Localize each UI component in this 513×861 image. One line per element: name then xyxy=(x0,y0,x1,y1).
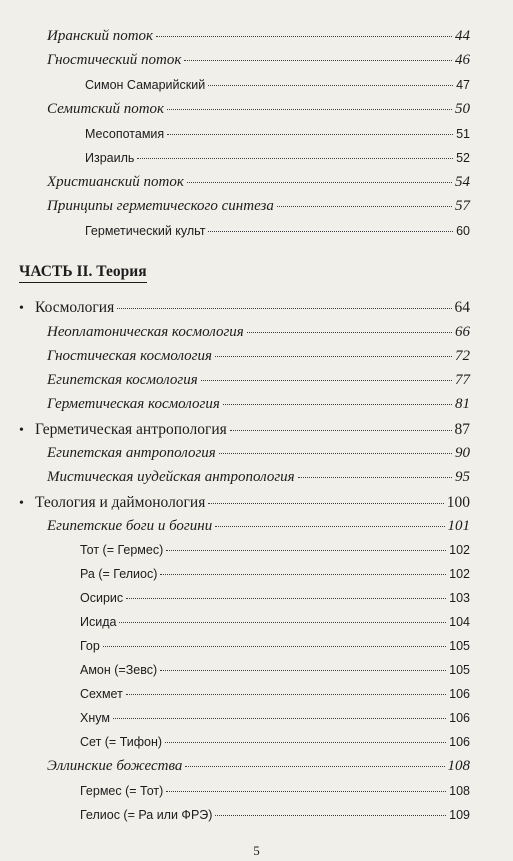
toc-entry xyxy=(80,735,470,749)
bullet: • xyxy=(19,301,24,316)
toc-entry xyxy=(85,78,470,92)
dot-leader xyxy=(247,332,452,333)
toc-entry-title: Исида xyxy=(80,615,117,629)
toc-entry-title: Ра (= Гелиос) xyxy=(80,567,158,581)
dot-leader xyxy=(103,646,446,647)
toc-entry xyxy=(80,591,470,605)
toc-entry-title: Гностическая космология xyxy=(47,348,213,364)
dot-leader xyxy=(208,85,453,86)
toc-entry xyxy=(80,687,470,701)
toc-entry-page: 52 xyxy=(456,151,470,165)
toc-entry-title: Египетская антропология xyxy=(47,445,216,461)
dot-leader xyxy=(219,453,452,454)
toc-entry-title: Герметическая космология xyxy=(47,396,220,412)
toc-entry-title: Герметический культ xyxy=(85,224,206,238)
toc-entry-page: 102 xyxy=(449,543,470,557)
toc-entry-page: 95 xyxy=(455,469,470,485)
toc-entry-title: Сет (= Тифон) xyxy=(80,735,163,749)
toc-entry-page: 105 xyxy=(449,639,470,653)
toc-entry xyxy=(47,758,470,775)
part-heading: ЧАСТЬ II. Теория xyxy=(19,263,147,283)
toc-entry-page: 106 xyxy=(449,711,470,725)
dot-leader xyxy=(165,742,446,743)
toc-entry xyxy=(85,151,470,165)
toc-entry-title: Неоплатоническая космология xyxy=(47,324,244,340)
toc-entry-title: Израиль xyxy=(85,151,135,165)
toc-entry xyxy=(47,52,470,69)
toc-entry-title: Амон (=Зевс) xyxy=(80,663,158,677)
bullet: • xyxy=(19,423,24,438)
toc-entry-page: 108 xyxy=(449,784,470,798)
toc-entry-page: 109 xyxy=(449,808,470,822)
dot-leader xyxy=(113,718,446,719)
toc-entry-title: Месопотамия xyxy=(85,127,165,141)
toc-entry xyxy=(80,711,470,725)
dot-leader xyxy=(230,430,452,431)
dot-leader xyxy=(167,109,452,110)
toc-entry-page: 44 xyxy=(455,28,470,44)
dot-leader xyxy=(156,36,452,37)
toc-entry xyxy=(47,348,470,365)
dot-leader xyxy=(184,60,452,61)
dot-leader xyxy=(187,182,452,183)
page-number: 5 xyxy=(253,843,260,858)
toc-entry-title: Гностический поток xyxy=(47,52,182,68)
dot-leader xyxy=(160,574,446,575)
toc-entry-page: 87 xyxy=(454,421,470,438)
toc-entry-title: Теология и даймонология xyxy=(35,494,206,511)
toc-entry-page: 106 xyxy=(449,687,470,701)
toc-entry xyxy=(47,174,470,191)
toc-entry xyxy=(35,299,470,317)
toc-entry-page: 90 xyxy=(455,445,470,461)
toc-entry-page: 102 xyxy=(449,567,470,581)
toc-entry-title: Сехмет xyxy=(80,687,123,701)
toc-entry xyxy=(80,808,470,822)
dot-leader xyxy=(208,231,453,232)
dot-leader xyxy=(201,380,452,381)
dot-leader xyxy=(215,815,446,816)
toc-entry-title: Космология xyxy=(35,299,115,316)
toc-entry-title: Хнум xyxy=(80,711,110,725)
toc-entry-title: Симон Самарийский xyxy=(85,78,206,92)
dot-leader xyxy=(166,791,446,792)
toc-entry xyxy=(80,543,470,557)
toc-entry-title: Тот (= Гермес) xyxy=(80,543,164,557)
toc-entry xyxy=(80,639,470,653)
toc-entry-page: 51 xyxy=(456,127,470,141)
toc-entry-page: 47 xyxy=(456,78,470,92)
toc-entry-title: Гелиос (= Ра или ФРЭ) xyxy=(80,808,213,822)
dot-leader xyxy=(277,206,452,207)
toc-entry-page: 81 xyxy=(455,396,470,412)
toc-entry xyxy=(47,445,470,462)
toc-entry xyxy=(47,518,470,535)
toc-entry-title: Семитский поток xyxy=(47,101,165,117)
dot-leader xyxy=(126,598,446,599)
toc-entry-title: Гор xyxy=(80,639,100,653)
toc-entry-page: 104 xyxy=(449,615,470,629)
toc-entry-page: 57 xyxy=(455,198,470,214)
toc-entry xyxy=(85,127,470,141)
toc-entry xyxy=(47,372,470,389)
toc-entry-title: Египетская космология xyxy=(47,372,198,388)
toc-entry xyxy=(35,494,470,512)
toc-entry xyxy=(47,396,470,413)
toc-entry-title: Иранский поток xyxy=(47,28,154,44)
toc-entry xyxy=(80,784,470,798)
toc-entry xyxy=(85,224,470,238)
toc-entry xyxy=(80,663,470,677)
bullet: • xyxy=(19,496,24,511)
dot-leader xyxy=(215,526,444,527)
toc-entry-page: 103 xyxy=(449,591,470,605)
toc-entry xyxy=(47,469,470,486)
dot-leader xyxy=(215,356,452,357)
toc-entry xyxy=(47,198,470,215)
dot-leader xyxy=(119,622,446,623)
toc-entry xyxy=(47,324,470,341)
toc-entry xyxy=(80,615,470,629)
toc-entry-page: 108 xyxy=(447,758,470,774)
toc-entry-page: 46 xyxy=(455,52,470,68)
toc-entry-title: Мистическая иудейская антропология xyxy=(47,469,295,485)
toc-entry-title: Египетские боги и богини xyxy=(47,518,213,534)
toc-entry-page: 106 xyxy=(449,735,470,749)
toc-entry xyxy=(80,567,470,581)
toc-entry-page: 60 xyxy=(456,224,470,238)
dot-leader xyxy=(167,134,453,135)
dot-leader xyxy=(298,477,452,478)
toc-entry-title: Христианский поток xyxy=(47,174,184,190)
dot-leader xyxy=(166,550,446,551)
toc-entry-page: 64 xyxy=(454,299,470,316)
toc-entry-page: 72 xyxy=(455,348,470,364)
dot-leader xyxy=(137,158,453,159)
dot-leader xyxy=(117,308,451,309)
toc-entry-page: 66 xyxy=(455,324,470,340)
toc-entry-page: 100 xyxy=(446,494,470,511)
toc-entry-page: 50 xyxy=(455,101,470,117)
toc-entry-title: Принципы герметического синтеза xyxy=(47,198,274,214)
toc-entry-title: Осирис xyxy=(80,591,124,605)
toc-entry xyxy=(47,28,470,45)
toc-entry-title: Эллинские божества xyxy=(47,758,183,774)
toc-entry-page: 77 xyxy=(455,372,470,388)
toc-entry xyxy=(47,101,470,118)
toc-entry-page: 54 xyxy=(455,174,470,190)
dot-leader xyxy=(160,670,446,671)
dot-leader xyxy=(223,404,452,405)
dot-leader xyxy=(126,694,446,695)
dot-leader xyxy=(185,766,444,767)
toc-entry-page: 105 xyxy=(449,663,470,677)
dot-leader xyxy=(208,503,443,504)
toc-entry-title: Герметическая антропология xyxy=(35,421,227,438)
toc-entry-title: Гермес (= Тот) xyxy=(80,784,164,798)
toc-entry xyxy=(35,421,470,439)
toc-entry-page: 101 xyxy=(447,518,470,534)
